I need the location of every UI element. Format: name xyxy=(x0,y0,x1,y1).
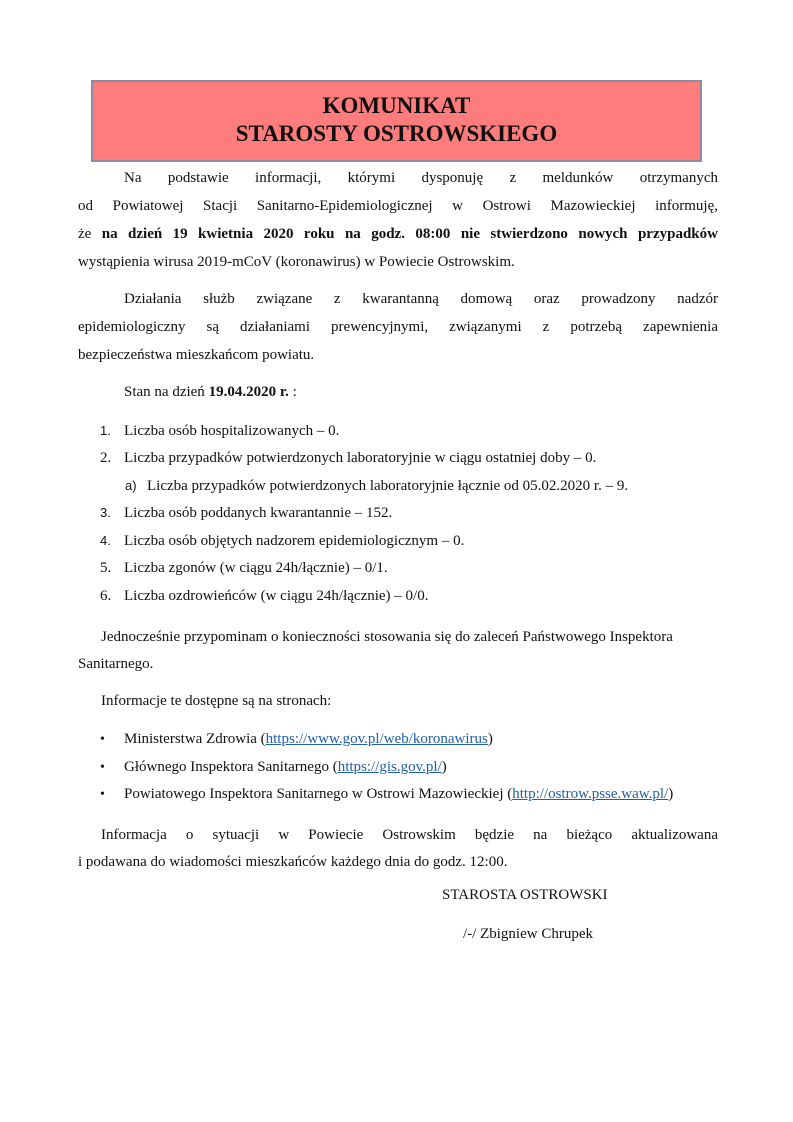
closing-line1: Informacja o sytuacji w Powiecie Ostrowskim będzie na bieżąco aktualizowana xyxy=(101,827,718,843)
sources-intro: Informacje te dostępne są na stronach: xyxy=(101,693,332,709)
reminder-line2: Sanitarnego. xyxy=(78,656,154,672)
actions-line1: Działania służb związane z kwarantanną domową oraz prowadzony nadzór xyxy=(124,291,718,307)
source-link[interactable]: https://gis.gov.pl/ xyxy=(337,759,442,775)
status-date: 19.04.2020 r. xyxy=(208,384,289,400)
stat-item xyxy=(100,421,339,441)
intro-prefix: że xyxy=(78,226,102,242)
intro-line1: Na podstawie informacji, którymi dysponuję z meldunków otrzymanych xyxy=(124,170,718,186)
intro-line3 xyxy=(78,220,718,248)
intro-line2: od Powiatowej Stacji Sanitarno-Epidemiologicznej w Ostrowi Mazowieckiej informuję, xyxy=(78,198,718,214)
stat-number: 3. xyxy=(100,505,111,520)
stat-number: 6. xyxy=(100,588,112,604)
header-title-line2: STAROSTY OSTROWSKIEGO xyxy=(235,121,558,146)
signature-title: STAROSTA OSTROWSKI xyxy=(442,887,608,903)
source-close: ) xyxy=(441,759,447,775)
source-item xyxy=(100,729,493,750)
stat-text: Liczba przypadków potwierdzonych laboratoryjnie w ciągu ostatniej doby – 0. xyxy=(124,450,597,466)
status-prefix: Stan na dzień xyxy=(124,384,209,400)
actions-line3: bezpieczeństwa mieszkańcom powiatu. xyxy=(78,347,315,363)
bullet-icon: • xyxy=(100,760,105,775)
source-item xyxy=(100,757,447,778)
stat-text: Liczba osób hospitalizowanych – 0. xyxy=(124,423,340,439)
header-title-line1: KOMUNIKAT xyxy=(322,93,471,118)
stat-number: 2. xyxy=(100,450,112,466)
source-link[interactable]: https://www.gov.pl/web/koronawirus xyxy=(265,731,488,747)
source-close: ) xyxy=(487,731,493,747)
source-item xyxy=(100,784,673,805)
stat-number: 4. xyxy=(100,533,111,548)
source-close: ) xyxy=(668,786,674,802)
stat-subitem xyxy=(125,476,628,496)
stat-text: Liczba osób objętych nadzorem epidemiologicznym – 0. xyxy=(124,533,465,549)
source-label: Ministerstwa Zdrowia ( xyxy=(124,731,266,747)
stat-item xyxy=(100,448,596,468)
source-link[interactable]: http://ostrow.psse.waw.pl/ xyxy=(512,786,669,802)
stat-item xyxy=(100,586,428,606)
source-label: Głównego Inspektora Sanitarnego ( xyxy=(124,759,338,775)
actions-line2: epidemiologiczny są działaniami prewencyjnymi, związanymi z potrzebą zapewnienia xyxy=(78,319,718,335)
stat-text: Liczba zgonów (w ciągu 24h/łącznie) – 0/1. xyxy=(124,560,388,576)
stat-item xyxy=(100,503,392,523)
status-suffix: : xyxy=(288,384,297,400)
bullet-icon: • xyxy=(100,787,105,802)
closing-line2: i podawana do wiadomości mieszkańców każdego dnia do godz. 12:00. xyxy=(78,854,508,870)
intro-bold-statement: na dzień 19 kwietnia 2020 roku na godz. 08:00 nie stwierdzono nowych przypadków xyxy=(101,226,718,242)
status-line xyxy=(78,378,718,406)
signature-name: /-/ Zbigniew Chrupek xyxy=(463,926,593,942)
header-banner xyxy=(91,80,702,162)
stat-number: 5. xyxy=(100,560,112,576)
stat-item xyxy=(100,531,464,551)
intro-line4: wystąpienia wirusa 2019-mCoV (koronawirus) w Powiecie Ostrowskim. xyxy=(78,254,515,270)
stat-text: Liczba osób poddanych kwarantannie – 152. xyxy=(124,505,393,521)
source-label: Powiatowego Inspektora Sanitarnego w Ostrowi Mazowieckiej ( xyxy=(124,786,513,802)
stat-number: 1. xyxy=(100,423,111,438)
reminder-line1: Jednocześnie przypominam o konieczności stosowania się do zaleceń Państwowego Inspektora xyxy=(101,629,673,645)
stat-text: Liczba ozdrowieńców (w ciągu 24h/łącznie) – 0/0. xyxy=(124,588,429,604)
bullet-icon: • xyxy=(100,732,105,747)
stat-number: a) xyxy=(125,478,137,493)
stat-item xyxy=(100,558,388,578)
stat-text: Liczba przypadków potwierdzonych laboratoryjnie łącznie od 05.02.2020 r. – 9. xyxy=(147,478,629,494)
